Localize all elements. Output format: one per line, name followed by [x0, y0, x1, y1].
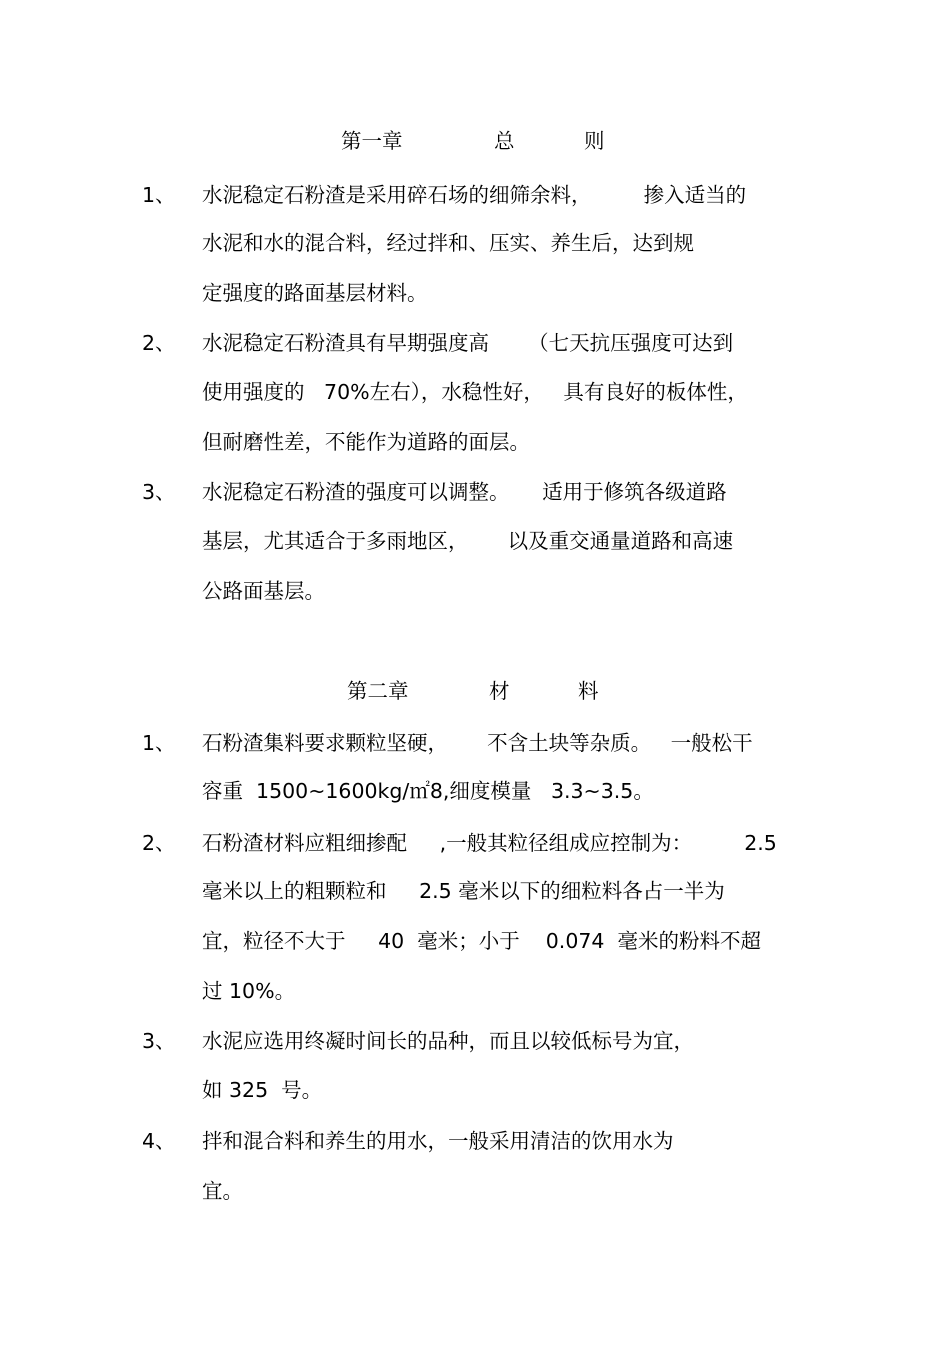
chapter-1-title: 第一章	[341, 129, 403, 153]
item-line: 水泥稳定石粉渣具有早期强度高 （七天抗压强度可达到	[202, 331, 734, 355]
item-line: 容重 1500~1600kg/㎡8,细度模量 3.3~3.5。	[202, 779, 654, 803]
item-number: 1、	[142, 731, 176, 755]
chapter-1-title-word-2: 则	[584, 129, 605, 153]
item-line: 使用强度的 70%左右），水稳性好， 具有良好的板体性，	[202, 380, 748, 404]
item-line: 水泥稳定石粉渣是采用碎石场的细筛余料， 掺入适当的	[202, 183, 747, 207]
item-line: 毫米以上的粗颗粒和 2.5 毫米以下的细粒料各占一半为	[202, 879, 725, 903]
item-line: 宜，粒径不大于 40 毫米；小于 0.074 毫米的粉料不超	[202, 929, 761, 953]
chapter-2-title: 第二章	[347, 679, 409, 703]
item-line: 水泥和水的混合料，经过拌和、压实、养生后，达到规	[202, 231, 694, 255]
item-line: 宜。	[202, 1179, 243, 1203]
item-number: 4、	[142, 1129, 176, 1153]
item-line: 石粉渣集料要求颗粒坚硬， 不含土块等杂质。 一般松干	[202, 731, 753, 755]
item-number: 1、	[142, 183, 176, 207]
chapter-2-title-word-1: 材	[489, 679, 510, 703]
item-number: 3、	[142, 1029, 176, 1053]
item-number: 2、	[142, 331, 176, 355]
item-line: 如 325 号。	[202, 1078, 323, 1102]
item-line: 过 10%。	[202, 979, 296, 1003]
item-line: 水泥稳定石粉渣的强度可以调整。 适用于修筑各级道路	[202, 480, 727, 504]
chapter-1-title-word-1: 总	[494, 129, 515, 153]
chapter-2-title-word-2: 料	[578, 679, 599, 703]
item-number: 2、	[142, 831, 176, 855]
item-line: 基层，尤其适合于多雨地区， 以及重交通量道路和高速	[202, 529, 734, 553]
item-number: 3、	[142, 480, 176, 504]
item-line: 拌和混合料和养生的用水，一般采用清洁的饮用水为	[202, 1129, 674, 1153]
item-line: 水泥应选用终凝时间长的品种，而且以较低标号为宜，	[202, 1029, 694, 1053]
item-line: 公路面基层。	[202, 579, 325, 603]
item-line: 石粉渣材料应粗细掺配 ,一般其粒径组成应控制为： 2.5	[202, 831, 777, 855]
item-line: 定强度的路面基层材料。	[202, 281, 428, 305]
item-line: 但耐磨性差，不能作为道路的面层。	[202, 430, 530, 454]
